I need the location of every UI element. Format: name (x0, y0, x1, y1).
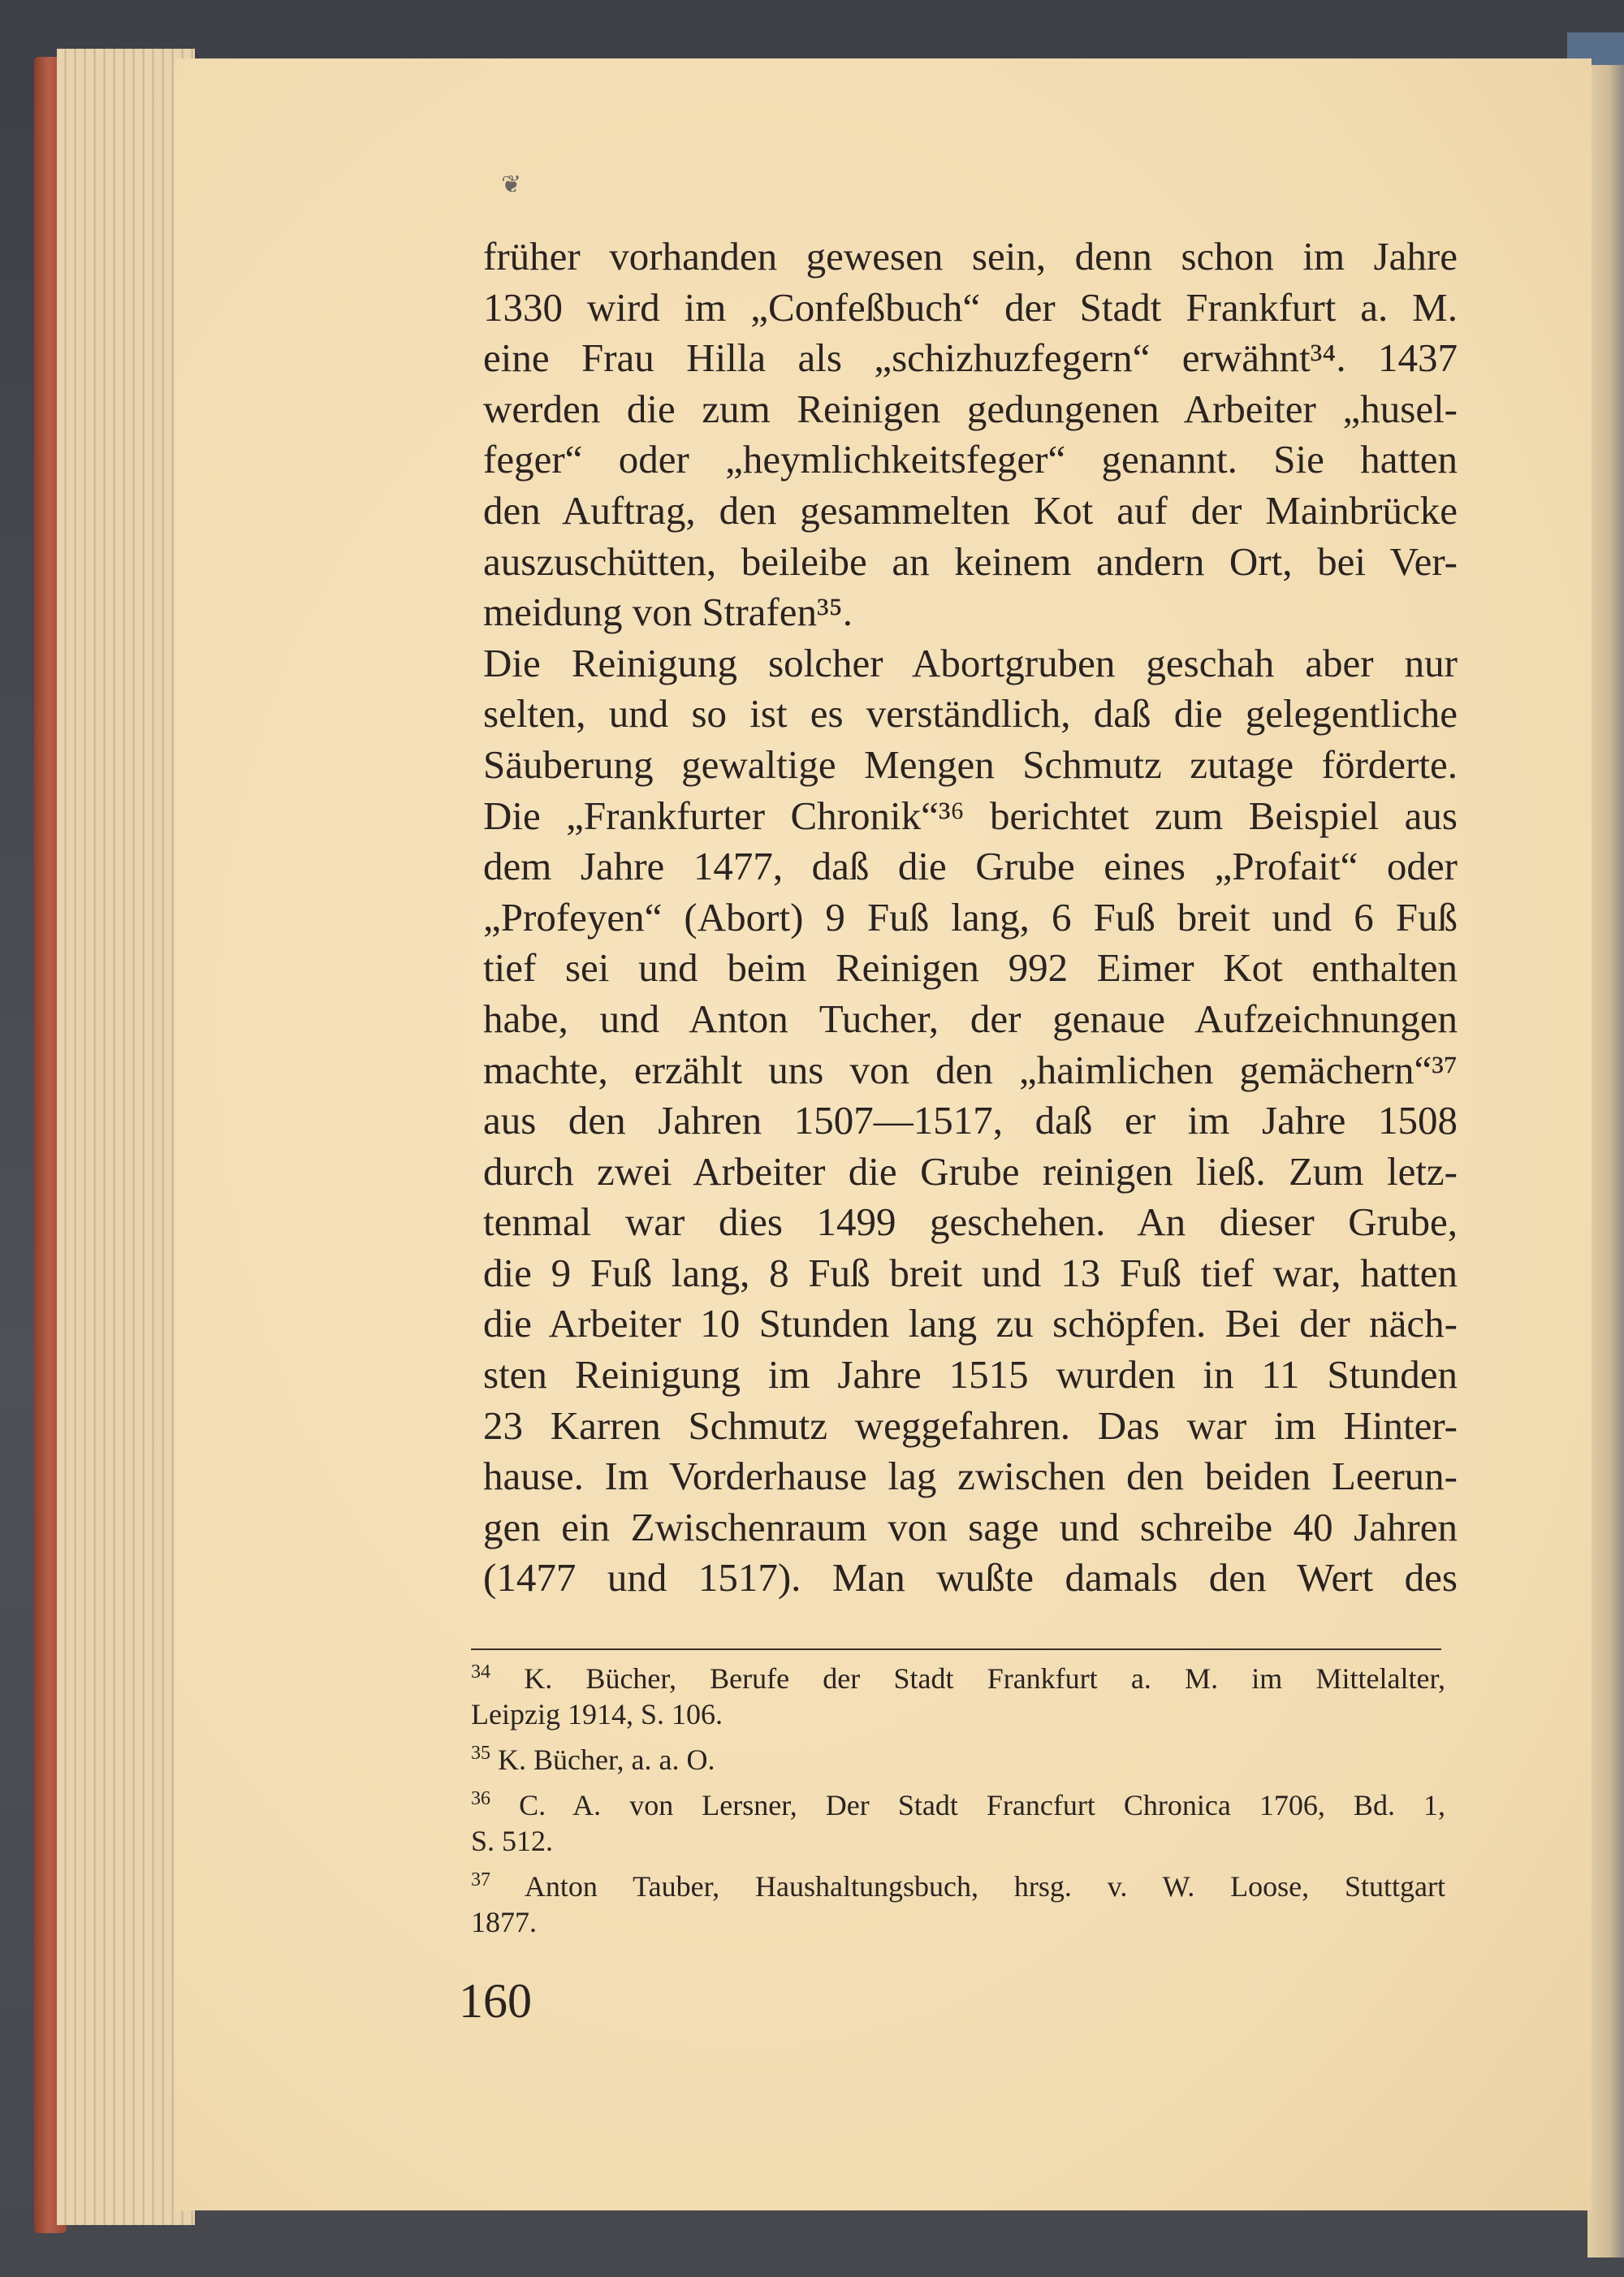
footnote-line (471, 1869, 1445, 1904)
text-line: dem Jahre 1477, daß die Grube eines „Profait“ oder (483, 844, 1458, 889)
footnote-line: 1877. (471, 1906, 537, 1938)
text-line: meidung von Strafen³⁵. (483, 590, 853, 635)
text-line: werden die zum Reinigen gedungenen Arbeiter „husel- (483, 386, 1458, 431)
footnote-number: 34 (471, 1661, 490, 1683)
text-line: tenmal war dies 1499 geschehen. An dieser Grube, (483, 1199, 1458, 1245)
text-line: durch zwei Arbeiter die Grube reinigen ließ. Zum letz- (483, 1148, 1458, 1194)
text-line: 23 Karren Schmutz weggefahren. Das war im Hinter- (483, 1402, 1458, 1448)
footnote-line (471, 1787, 1445, 1823)
footnote-line (471, 1661, 1445, 1696)
footnote-text: Anton Tauber, Haushaltungsbuch, hrsg. v. W. Loose, Stuttgart (524, 1870, 1445, 1903)
text-line: eine Frau Hilla als „schizhuzfegern“ erwähnt³⁴. 1437 (483, 335, 1458, 381)
text-line: machte, erzählt uns von den „haimlichen gemächern“³⁷ (483, 1047, 1458, 1092)
footnote-line: S. 512. (471, 1825, 554, 1857)
footnote-number: 35 (471, 1743, 490, 1764)
text-line: die Arbeiter 10 Stunden lang zu schöpfen. Bei der näch- (483, 1301, 1458, 1346)
text-line: hause. Im Vorderhause lag zwischen den beiden Leerun- (483, 1454, 1458, 1499)
footnote-line: Leipzig 1914, S. 106. (471, 1698, 723, 1730)
text-line: feger“ oder „heymlichkeitsfeger“ genannt. Sie hatten (483, 437, 1458, 482)
footnote-line (471, 1742, 1445, 1778)
text-line: früher vorhanden gewesen sein, denn schon im Jahre (483, 234, 1458, 279)
text-line: den Auftrag, den gesammelten Kot auf der Mainbrücke (483, 487, 1458, 533)
footnote-divider (471, 1648, 1441, 1650)
text-line: Die Reinigung solcher Abortgruben geschah aber nur (483, 640, 1458, 685)
facing-page-edge (1587, 65, 1624, 2258)
text-line: habe, und Anton Tucher, der genaue Aufzeichnungen (483, 996, 1458, 1041)
footnote-number: 37 (471, 1869, 490, 1890)
footnote-number: 36 (471, 1788, 490, 1809)
page-number: 160 (459, 1974, 532, 2028)
body-text (483, 231, 1458, 1604)
text-line: „Profeyen“ (Abort) 9 Fuß lang, 6 Fuß breit und 6 Fuß (483, 894, 1458, 940)
text-line: 1330 wird im „Confeßbuch“ der Stadt Frankfurt a. M. (483, 284, 1458, 330)
text-line: selten, und so ist es verständlich, daß die gelegentliche (483, 691, 1458, 737)
text-line: gen ein Zwischenraum von sage und schreibe 40 Jahren (483, 1504, 1458, 1549)
text-line: Säuberung gewaltige Mengen Schmutz zutage förderte. (483, 741, 1458, 787)
footnote-text: K. Bücher, a. a. O. (498, 1743, 715, 1776)
text-line: auszuschütten, beileibe an keinem andern Ort, bei Ver- (483, 538, 1458, 584)
ornament-icon: ❦ (501, 171, 522, 199)
footnotes (471, 1661, 1445, 1940)
footnote-text: C. A. von Lersner, Der Stadt Francfurt Chronica 1706, Bd. 1, (519, 1789, 1445, 1821)
footnote-text: K. Bücher, Berufe der Stadt Frankfurt a. M. im Mittelalter, (524, 1662, 1445, 1695)
text-line: die 9 Fuß lang, 8 Fuß breit und 13 Fuß tief war, hatten (483, 1250, 1458, 1295)
text-line: Die „Frankfurter Chronik“³⁶ berichtet zum Beispiel aus (483, 793, 1458, 838)
text-line: aus den Jahren 1507—1517, daß er im Jahre 1508 (483, 1098, 1458, 1143)
text-line: (1477 und 1517). Man wußte damals den Wert des (483, 1555, 1458, 1601)
text-line: sten Reinigung im Jahre 1515 wurden in 11 Stunden (483, 1352, 1458, 1398)
text-line: tief sei und beim Reinigen 992 Eimer Kot enthalten (483, 945, 1458, 991)
